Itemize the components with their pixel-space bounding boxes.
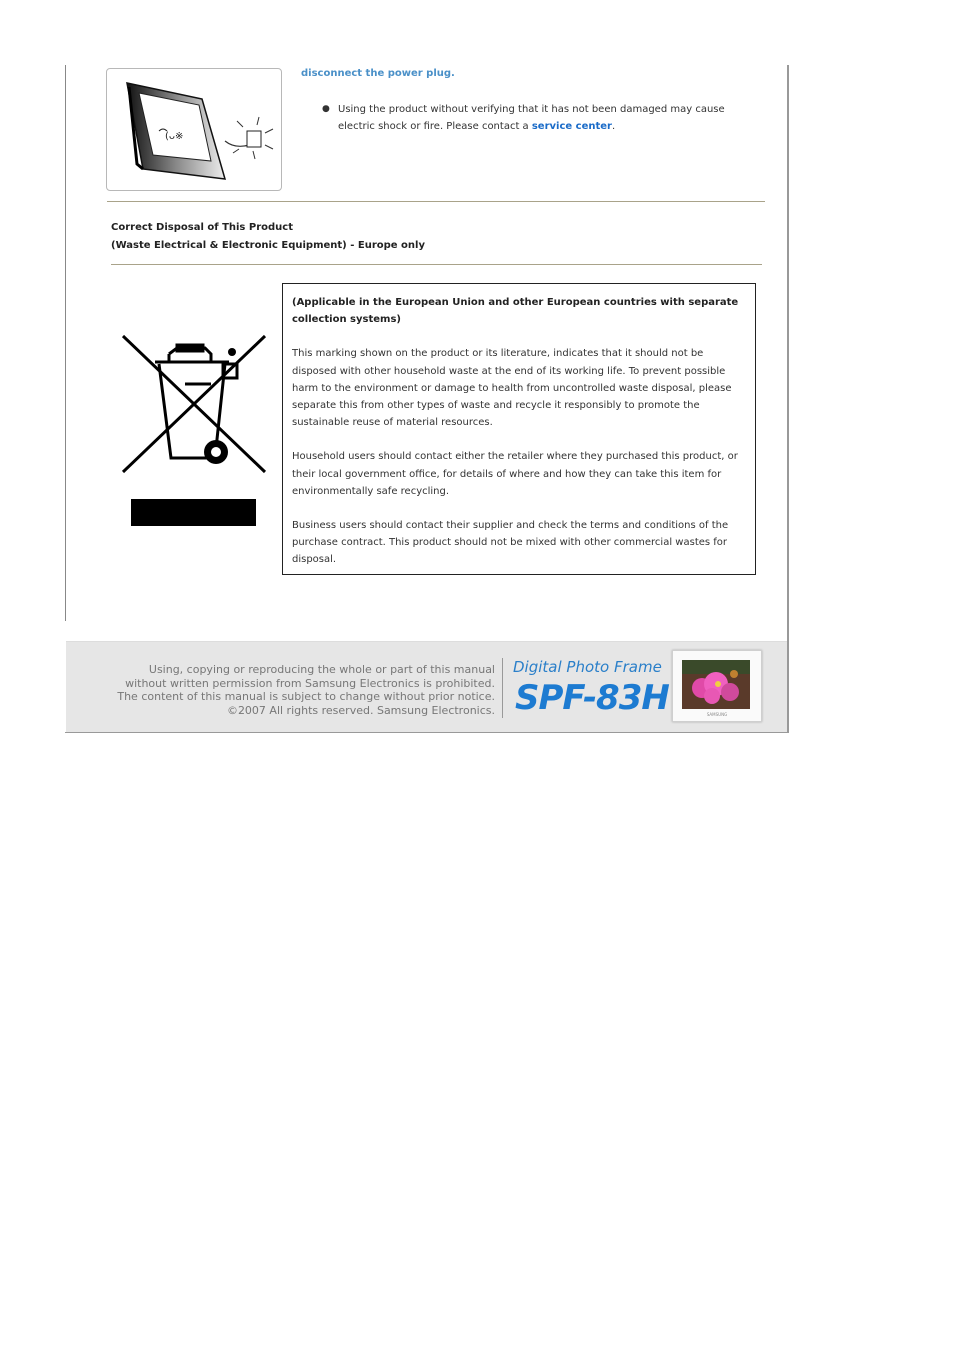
bullet-end: . [612,121,616,132]
product-photo [672,650,762,722]
disposal-title-line2: (Waste Electrical & Electronic Equipment) - Europe only [111,240,425,251]
disposal-title-line1: Correct Disposal of This Product [111,222,293,233]
footer-bar [66,641,787,733]
product-line-label: Digital Photo Frame [513,658,662,676]
warning-title: disconnect the power plug. [301,68,455,79]
divider-top [107,201,765,202]
legal-line-2: without written permission from Samsung Electronics is prohibited. [125,676,495,690]
info-paragraph-2: Household users should contact either the retailer where they purchased this product, or their local government office, for details of where and how they can take this item for environmentally safe recycling. [292,451,738,497]
footer-separator [502,658,503,718]
frame-left-border [65,65,66,621]
divider-bottom [111,264,762,265]
legal-notice [117,663,495,717]
warning-bullet [322,101,754,135]
info-paragraph-3: Business users should contact their supplier and check the terms and conditions of the purchase contract. This product should not be mixed with other commercial wastes for disposal. [292,520,729,566]
bullet-icon: ● [322,104,330,114]
legal-line-4: ©2007 All rights reserved. Samsung Electronics. [226,703,495,717]
legal-line-1: Using, copying or reproducing the whole or part of this manual [148,663,495,676]
damaged-device-illustration [106,68,282,191]
service-center-link[interactable]: service center [531,121,612,132]
flower-photo-icon [682,660,750,709]
svg-text:(ᴗ※: (ᴗ※ [165,131,184,142]
disposal-heading [111,219,425,255]
frame-bottom-border [65,732,789,733]
info-paragraph-1: This marking shown on the product or its literature, indicates that it should not be disposed with other household waste at the end of its working life. To prevent possible harm to the environment or damage to health from uncontrolled waste disposal, please separate this from other types of waste and recycle it responsibly to promote the sustainable reuse of material resources. [292,348,732,429]
crossed-bin-icon [121,334,267,528]
info-heading: (Applicable in the European Union and other European countries with separate collection systems) [292,297,739,326]
warning-text: Using the product without verifying that it has not been damaged may cause electric shock or fire. Please contact a [338,104,725,132]
frame-brand: SAMSUNG [706,712,728,717]
weee-info-box [282,283,756,575]
photo-frame-plug-icon [107,69,281,190]
model-name: SPF-83H [515,678,669,718]
legal-line-3: The content of this manual is subject to change without prior notice. [117,690,495,703]
frame-right-border [787,65,789,733]
